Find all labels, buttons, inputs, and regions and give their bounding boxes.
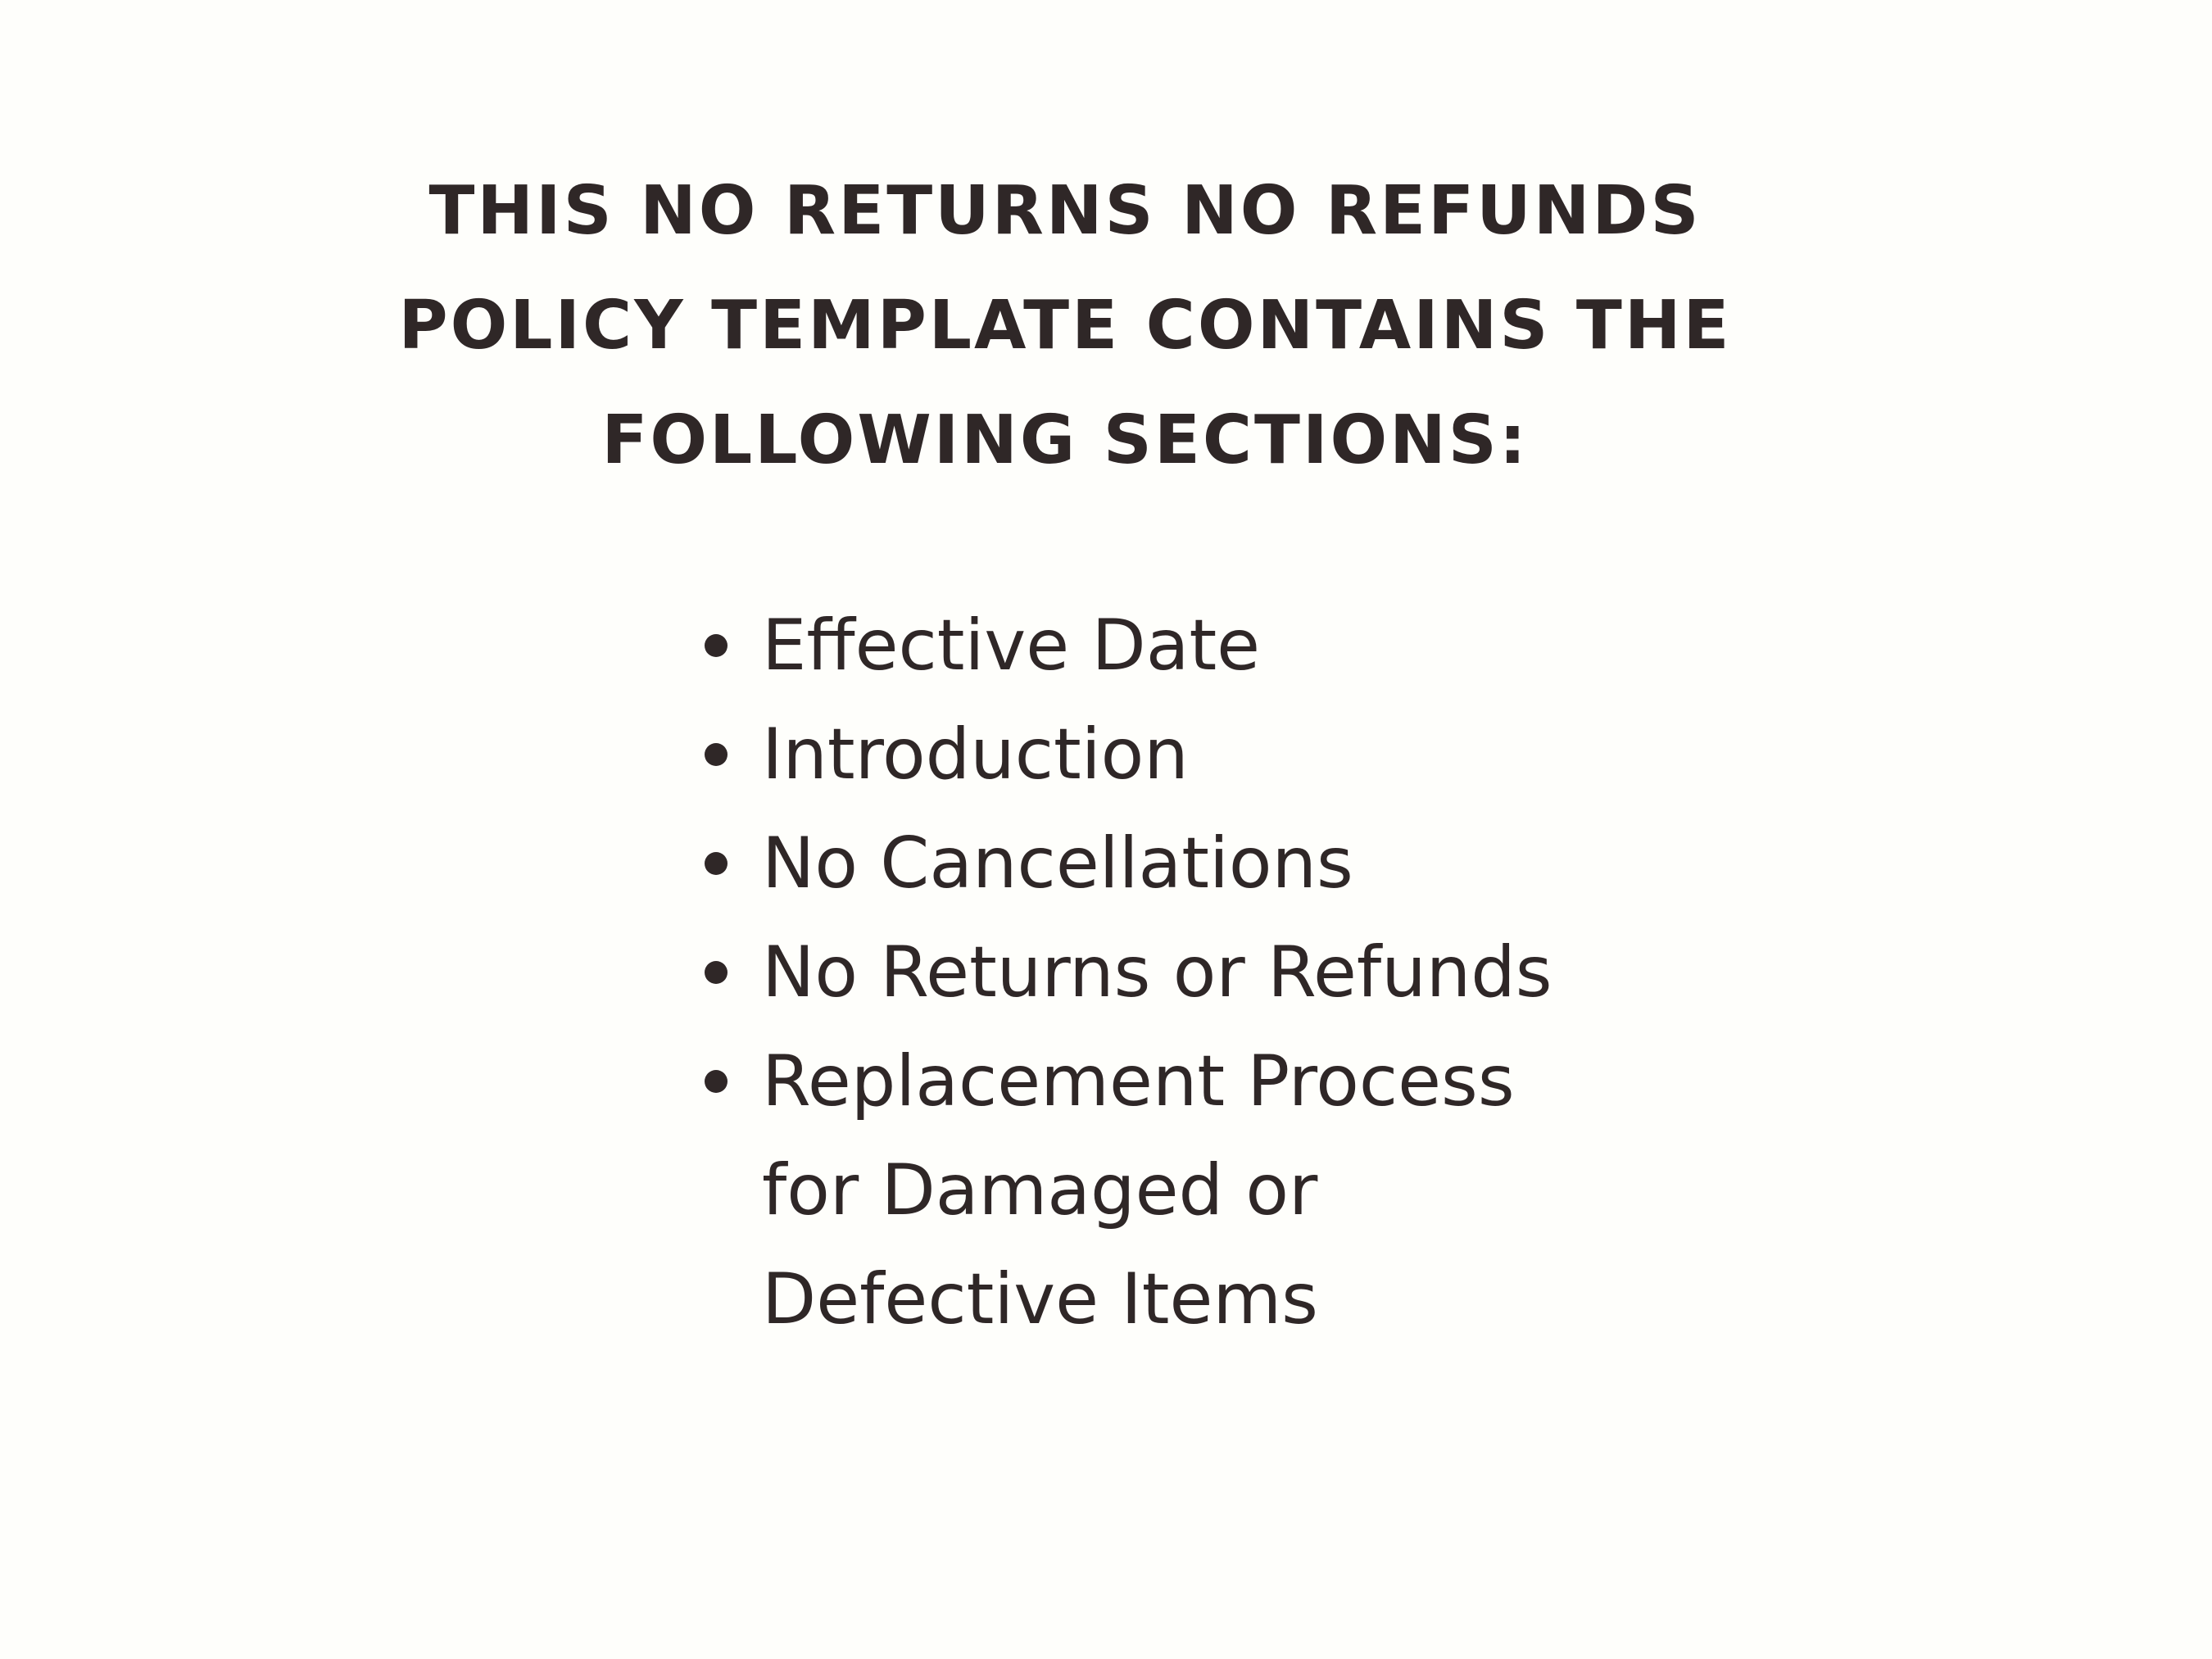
section-item-effective-date: [705, 592, 1688, 700]
sections-list: [705, 592, 1688, 1354]
bullet-icon: [705, 852, 728, 875]
heading-line: POLICY TEMPLATE CONTAINS THE: [398, 287, 1732, 365]
bullet-icon: [705, 961, 728, 984]
section-label-continued: Defective Items: [762, 1258, 1318, 1340]
section-label-continued: for Damaged or: [762, 1149, 1318, 1231]
heading-line: THIS NO RETURNS NO REFUNDS: [428, 172, 1702, 250]
bullet-icon: [705, 743, 728, 766]
heading-line: FOLLOWING SECTIONS:: [601, 401, 1529, 479]
page-heading: [369, 154, 1761, 498]
section-label: Replacement Process: [762, 1040, 1515, 1122]
bullet-icon: [705, 634, 728, 657]
section-label: No Returns or Refunds: [762, 931, 1552, 1013]
section-item-no-cancellations: [705, 809, 1688, 918]
bullet-icon: [705, 1070, 728, 1093]
section-label: Effective Date: [762, 605, 1261, 687]
section-item-introduction: [705, 700, 1688, 809]
section-item-no-returns-or-refunds: [705, 918, 1688, 1027]
section-item-replacement-process: [705, 1027, 1688, 1354]
section-label: No Cancellations: [762, 823, 1353, 904]
section-label: Introduction: [762, 714, 1189, 796]
